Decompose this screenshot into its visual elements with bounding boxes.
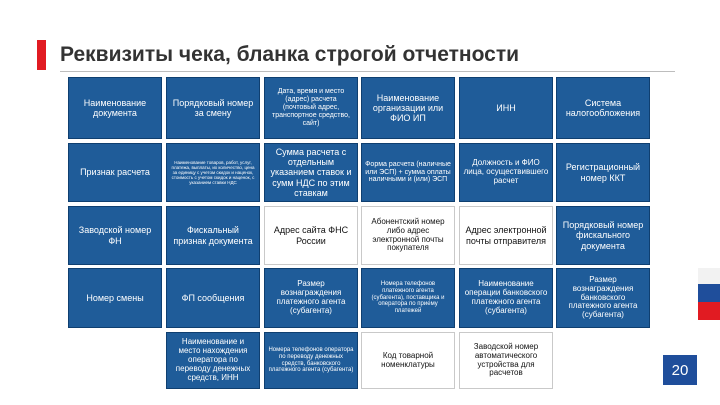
cell-document-name: Наименование документа bbox=[68, 77, 162, 139]
flag-white-stripe bbox=[698, 268, 720, 284]
slide-title: Реквизиты чека, бланка строгой отчетности bbox=[60, 43, 520, 66]
title-divider bbox=[60, 71, 675, 72]
cell-date-time-place: Дата, время и место (адрес) расчета (почтовый адрес, транспортное средство, сайт) bbox=[264, 77, 358, 139]
cell-shift-sequence-number: Порядковый номер за смену bbox=[166, 77, 260, 139]
cell-buyer-contact: Абонентский номер либо адрес электронной почты покупателя bbox=[361, 206, 455, 265]
flag-red-stripe bbox=[698, 302, 720, 320]
flag-blue-stripe bbox=[698, 284, 720, 302]
cell-cashier-position: Должность и ФИО лица, осуществившего расчет bbox=[459, 143, 553, 202]
cell-payment-agent-fee: Размер вознаграждения платежного агента (субагента) bbox=[264, 268, 358, 328]
flag-decoration bbox=[698, 268, 720, 320]
cell-fiscal-document-number: Порядковый номер фискального документа bbox=[556, 206, 650, 265]
page-number: 20 bbox=[663, 355, 697, 385]
cell-operator-phones: Номера телефонов оператора по переводу денежных средств, банковского платежного агента (субагента) bbox=[264, 332, 358, 389]
cell-goods-list: Наименование товаров, работ, услуг, платежа, выплаты, их количество, цена за единицу с учетом скидок и наценок, стоимость с учетом скидок и наценок, с указанием ставки НДС bbox=[166, 143, 260, 202]
cell-tax-system: Система налогообложения bbox=[556, 77, 650, 139]
cell-payment-amount-vat: Сумма расчета с отдельным указанием ставок и сумм НДС по этим ставкам bbox=[264, 143, 358, 202]
cell-device-serial-number: Заводской номер автоматического устройства для расчетов bbox=[459, 332, 553, 389]
cell-message-fp: ФП сообщения bbox=[166, 268, 260, 328]
cell-bank-agent-operation: Наименование операции банковского платежного агента (субагента) bbox=[459, 268, 553, 328]
cell-transfer-operator: Наименование и место нахождения оператора по переводу денежных средств, ИНН bbox=[166, 332, 260, 389]
cell-fn-serial-number: Заводской номер ФН bbox=[68, 206, 162, 265]
cell-payment-form: Форма расчета (наличные или ЭСП) + сумма оплаты наличными и (или) ЭСП bbox=[361, 143, 455, 202]
cell-bank-agent-fee: Размер вознаграждения банковского платежного агента (субагента) bbox=[556, 268, 650, 328]
cell-inn: ИНН bbox=[459, 77, 553, 139]
cell-kkt-registration-number: Регистрационный номер ККТ bbox=[556, 143, 650, 202]
cell-fns-website: Адрес сайта ФНС России bbox=[264, 206, 358, 265]
cell-fiscal-sign: Фискальный признак документа bbox=[166, 206, 260, 265]
cell-payment-sign: Признак расчета bbox=[68, 143, 162, 202]
cell-sender-email: Адрес электронной почты отправителя bbox=[459, 206, 553, 265]
title-accent-bar bbox=[37, 40, 46, 70]
cell-agent-phones: Номера телефонов платежного агента (субагента), поставщика и оператора по приему платежей bbox=[361, 268, 455, 328]
cell-shift-number: Номер смены bbox=[68, 268, 162, 328]
cell-organization-name: Наименование организации или ФИО ИП bbox=[361, 77, 455, 139]
cell-product-code: Код товарной номенклатуры bbox=[361, 332, 455, 389]
